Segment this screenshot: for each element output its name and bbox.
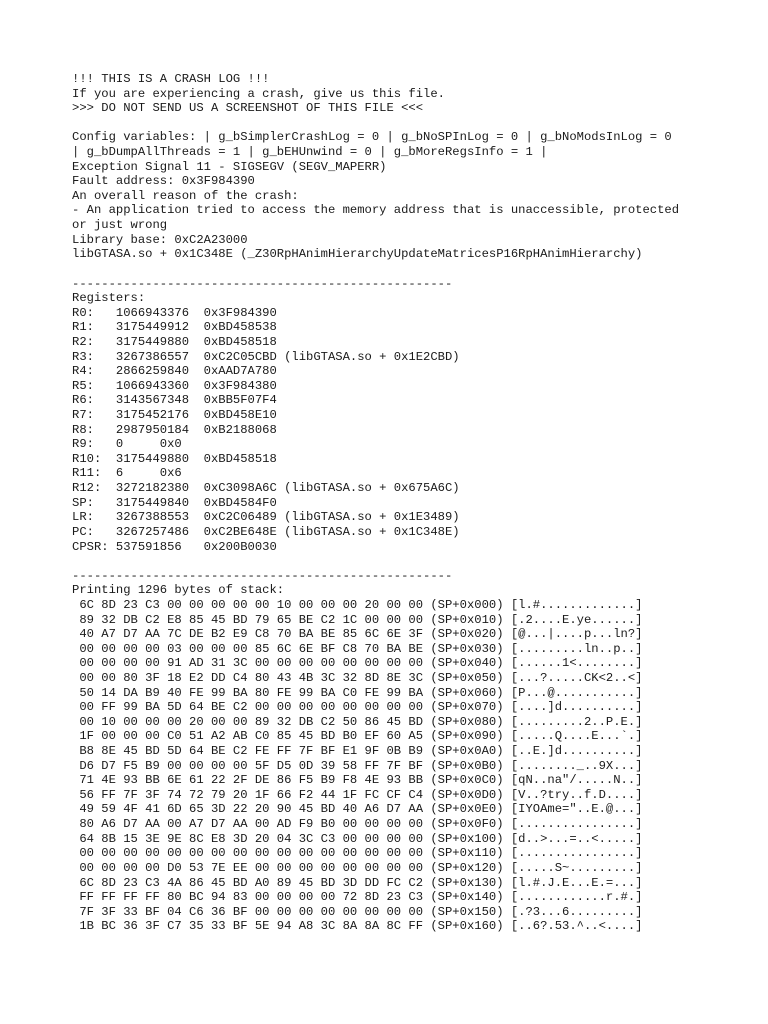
log-line: 00 00 00 00 00 00 00 00 00 00 00 00 00 00 00 00 (SP+0x110) [................] (72, 846, 643, 861)
log-line (72, 262, 752, 277)
crash-log-text (72, 72, 752, 934)
log-line: >>> DO NOT SEND US A SCREENSHOT OF THIS FILE <<< (72, 101, 424, 116)
log-line: 00 FF 99 BA 5D 64 BE C2 00 00 00 00 00 00 00 00 (SP+0x070) [....]d..........] (72, 700, 643, 715)
log-line: FF FF FF FF 80 BC 94 83 00 00 00 00 72 8D 23 C3 (SP+0x140) [............r.#.] (72, 890, 643, 905)
log-line: R11: 6 0x6 (72, 466, 182, 481)
log-line: B8 8E 45 BD 5D 64 BE C2 FE FF 7F BF E1 9F 0B B9 (SP+0x0A0) [..E.]d..........] (72, 744, 643, 759)
log-line: Config variables: | g_bSimplerCrashLog = 0 | g_bNoSPInLog = 0 | g_bNoModsInLog = 0 (72, 130, 672, 145)
log-line: ---------------------------------------------------- (72, 276, 453, 291)
log-line: 71 4E 93 BB 6E 61 22 2F DE 86 F5 B9 F8 4E 93 BB (SP+0x0C0) [qN..na"/.....N..] (72, 773, 643, 788)
log-line: 49 59 4F 41 6D 65 3D 22 20 90 45 BD 40 A6 D7 AA (SP+0x0E0) [IYOAme="..E.@...] (72, 802, 643, 817)
log-line: 56 FF 7F 3F 74 72 79 20 1F 66 F2 44 1F FC CF C4 (SP+0x0D0) [V..?try..f.D....] (72, 787, 643, 802)
log-line: R10: 3175449880 0xBD458518 (72, 451, 277, 466)
log-line: R4: 2866259840 0xAAD7A780 (72, 364, 277, 379)
log-line: R5: 1066943360 0x3F984380 (72, 378, 277, 393)
log-line: R3: 3267386557 0xC2C05CBD (libGTASA.so + 0x1E2CBD) (72, 349, 460, 364)
log-line: R9: 0 0x0 (72, 437, 182, 452)
log-line: 00 00 00 00 03 00 00 00 85 6C 6E BF C8 70 BA BE (SP+0x030) [.........ln..p..] (72, 641, 643, 656)
log-line: Library base: 0xC2A23000 (72, 232, 248, 247)
log-line: 00 10 00 00 00 20 00 00 89 32 DB C2 50 86 45 BD (SP+0x080) [.........2..P.E.] (72, 714, 643, 729)
log-line: 1B BC 36 3F C7 35 33 BF 5E 94 A8 3C 8A 8A 8C FF (SP+0x160) [..6?.53.^..<....] (72, 919, 643, 934)
log-line: If you are experiencing a crash, give us this file. (72, 86, 445, 101)
log-line: Exception Signal 11 - SIGSEGV (SEGV_MAPERR) (72, 159, 387, 174)
log-line: R1: 3175449912 0xBD458538 (72, 320, 277, 335)
log-line: PC: 3267257486 0xC2BE648E (libGTASA.so + 0x1C348E) (72, 524, 460, 539)
log-line: 6C 8D 23 C3 4A 86 45 BD A0 89 45 BD 3D DD FC C2 (SP+0x130) [l.#.J.E...E.=...] (72, 875, 643, 890)
log-line: R8: 2987950184 0xB2188068 (72, 422, 277, 437)
log-line: | g_bDumpAllThreads = 1 | g_bEHUnwind = 0 | g_bMoreRegsInfo = 1 | (72, 145, 548, 160)
log-line: !!! THIS IS A CRASH LOG !!! (72, 72, 270, 86)
log-line: 00 00 00 00 91 AD 31 3C 00 00 00 00 00 00 00 00 (SP+0x040) [......1<........] (72, 656, 643, 671)
log-line: 89 32 DB C2 E8 85 45 BD 79 65 BE C2 1C 00 00 00 (SP+0x010) [.2....E.ye......] (72, 612, 643, 627)
log-line: An overall reason of the crash: (72, 188, 299, 203)
log-line: R6: 3143567348 0xBB5F07F4 (72, 393, 277, 408)
log-line: 64 8B 15 3E 9E 8C E8 3D 20 04 3C C3 00 00 00 00 (SP+0x100) [d..>...=..<.....] (72, 831, 643, 846)
log-line: 50 14 DA B9 40 FE 99 BA 80 FE 99 BA C0 FE 99 BA (SP+0x060) [P...@...........] (72, 685, 643, 700)
log-line: Printing 1296 bytes of stack: (72, 583, 285, 598)
log-line: D6 D7 F5 B9 00 00 00 00 5F D5 0D 39 58 FF 7F BF (SP+0x0B0) [........_..9X...] (72, 758, 643, 773)
log-line: Fault address: 0x3F984390 (72, 174, 255, 189)
log-line (72, 554, 752, 569)
log-line: 6C 8D 23 C3 00 00 00 00 00 10 00 00 00 20 00 00 (SP+0x000) [l.#.............] (72, 597, 643, 612)
log-line: 40 A7 D7 AA 7C DE B2 E9 C8 70 BA BE 85 6C 6E 3F (SP+0x020) [@...|....p...ln?] (72, 627, 643, 642)
log-line: LR: 3267388553 0xC2C06489 (libGTASA.so + 0x1E3489) (72, 510, 460, 525)
log-line: 7F 3F 33 BF 04 C6 36 BF 00 00 00 00 00 00 00 00 (SP+0x150) [.?3...6.........] (72, 904, 643, 919)
log-line: 80 A6 D7 AA 00 A7 D7 AA 00 AD F9 B0 00 00 00 00 (SP+0x0F0) [................] (72, 817, 643, 832)
log-line: Registers: (72, 291, 146, 306)
log-line: SP: 3175449840 0xBD4584F0 (72, 495, 277, 510)
log-line: - An application tried to access the memory address that is unaccessible, protected (72, 203, 680, 218)
log-line: CPSR: 537591856 0x200B0030 (72, 539, 277, 554)
log-line: ---------------------------------------------------- (72, 568, 453, 583)
log-line (72, 116, 752, 131)
log-line: 00 00 00 00 D0 53 7E EE 00 00 00 00 00 00 00 00 (SP+0x120) [.....S~.........] (72, 860, 643, 875)
log-line: R2: 3175449880 0xBD458518 (72, 334, 277, 349)
log-line: R12: 3272182380 0xC3098A6C (libGTASA.so + 0x675A6C) (72, 481, 460, 496)
log-line: 1F 00 00 00 C0 51 A2 AB C0 85 45 BD B0 EF 60 A5 (SP+0x090) [.....Q....E...`.] (72, 729, 643, 744)
log-line: 00 00 80 3F 18 E2 DD C4 80 43 4B 3C 32 8D 8E 3C (SP+0x050) [...?.....CK<2..<] (72, 670, 643, 685)
log-line: libGTASA.so + 0x1C348E (_Z30RpHAnimHierarchyUpdateMatricesP16RpHAnimHierarchy) (72, 247, 643, 262)
log-line: R0: 1066943376 0x3F984390 (72, 305, 277, 320)
log-line: R7: 3175452176 0xBD458E10 (72, 408, 277, 423)
log-line: or just wrong (72, 218, 168, 233)
